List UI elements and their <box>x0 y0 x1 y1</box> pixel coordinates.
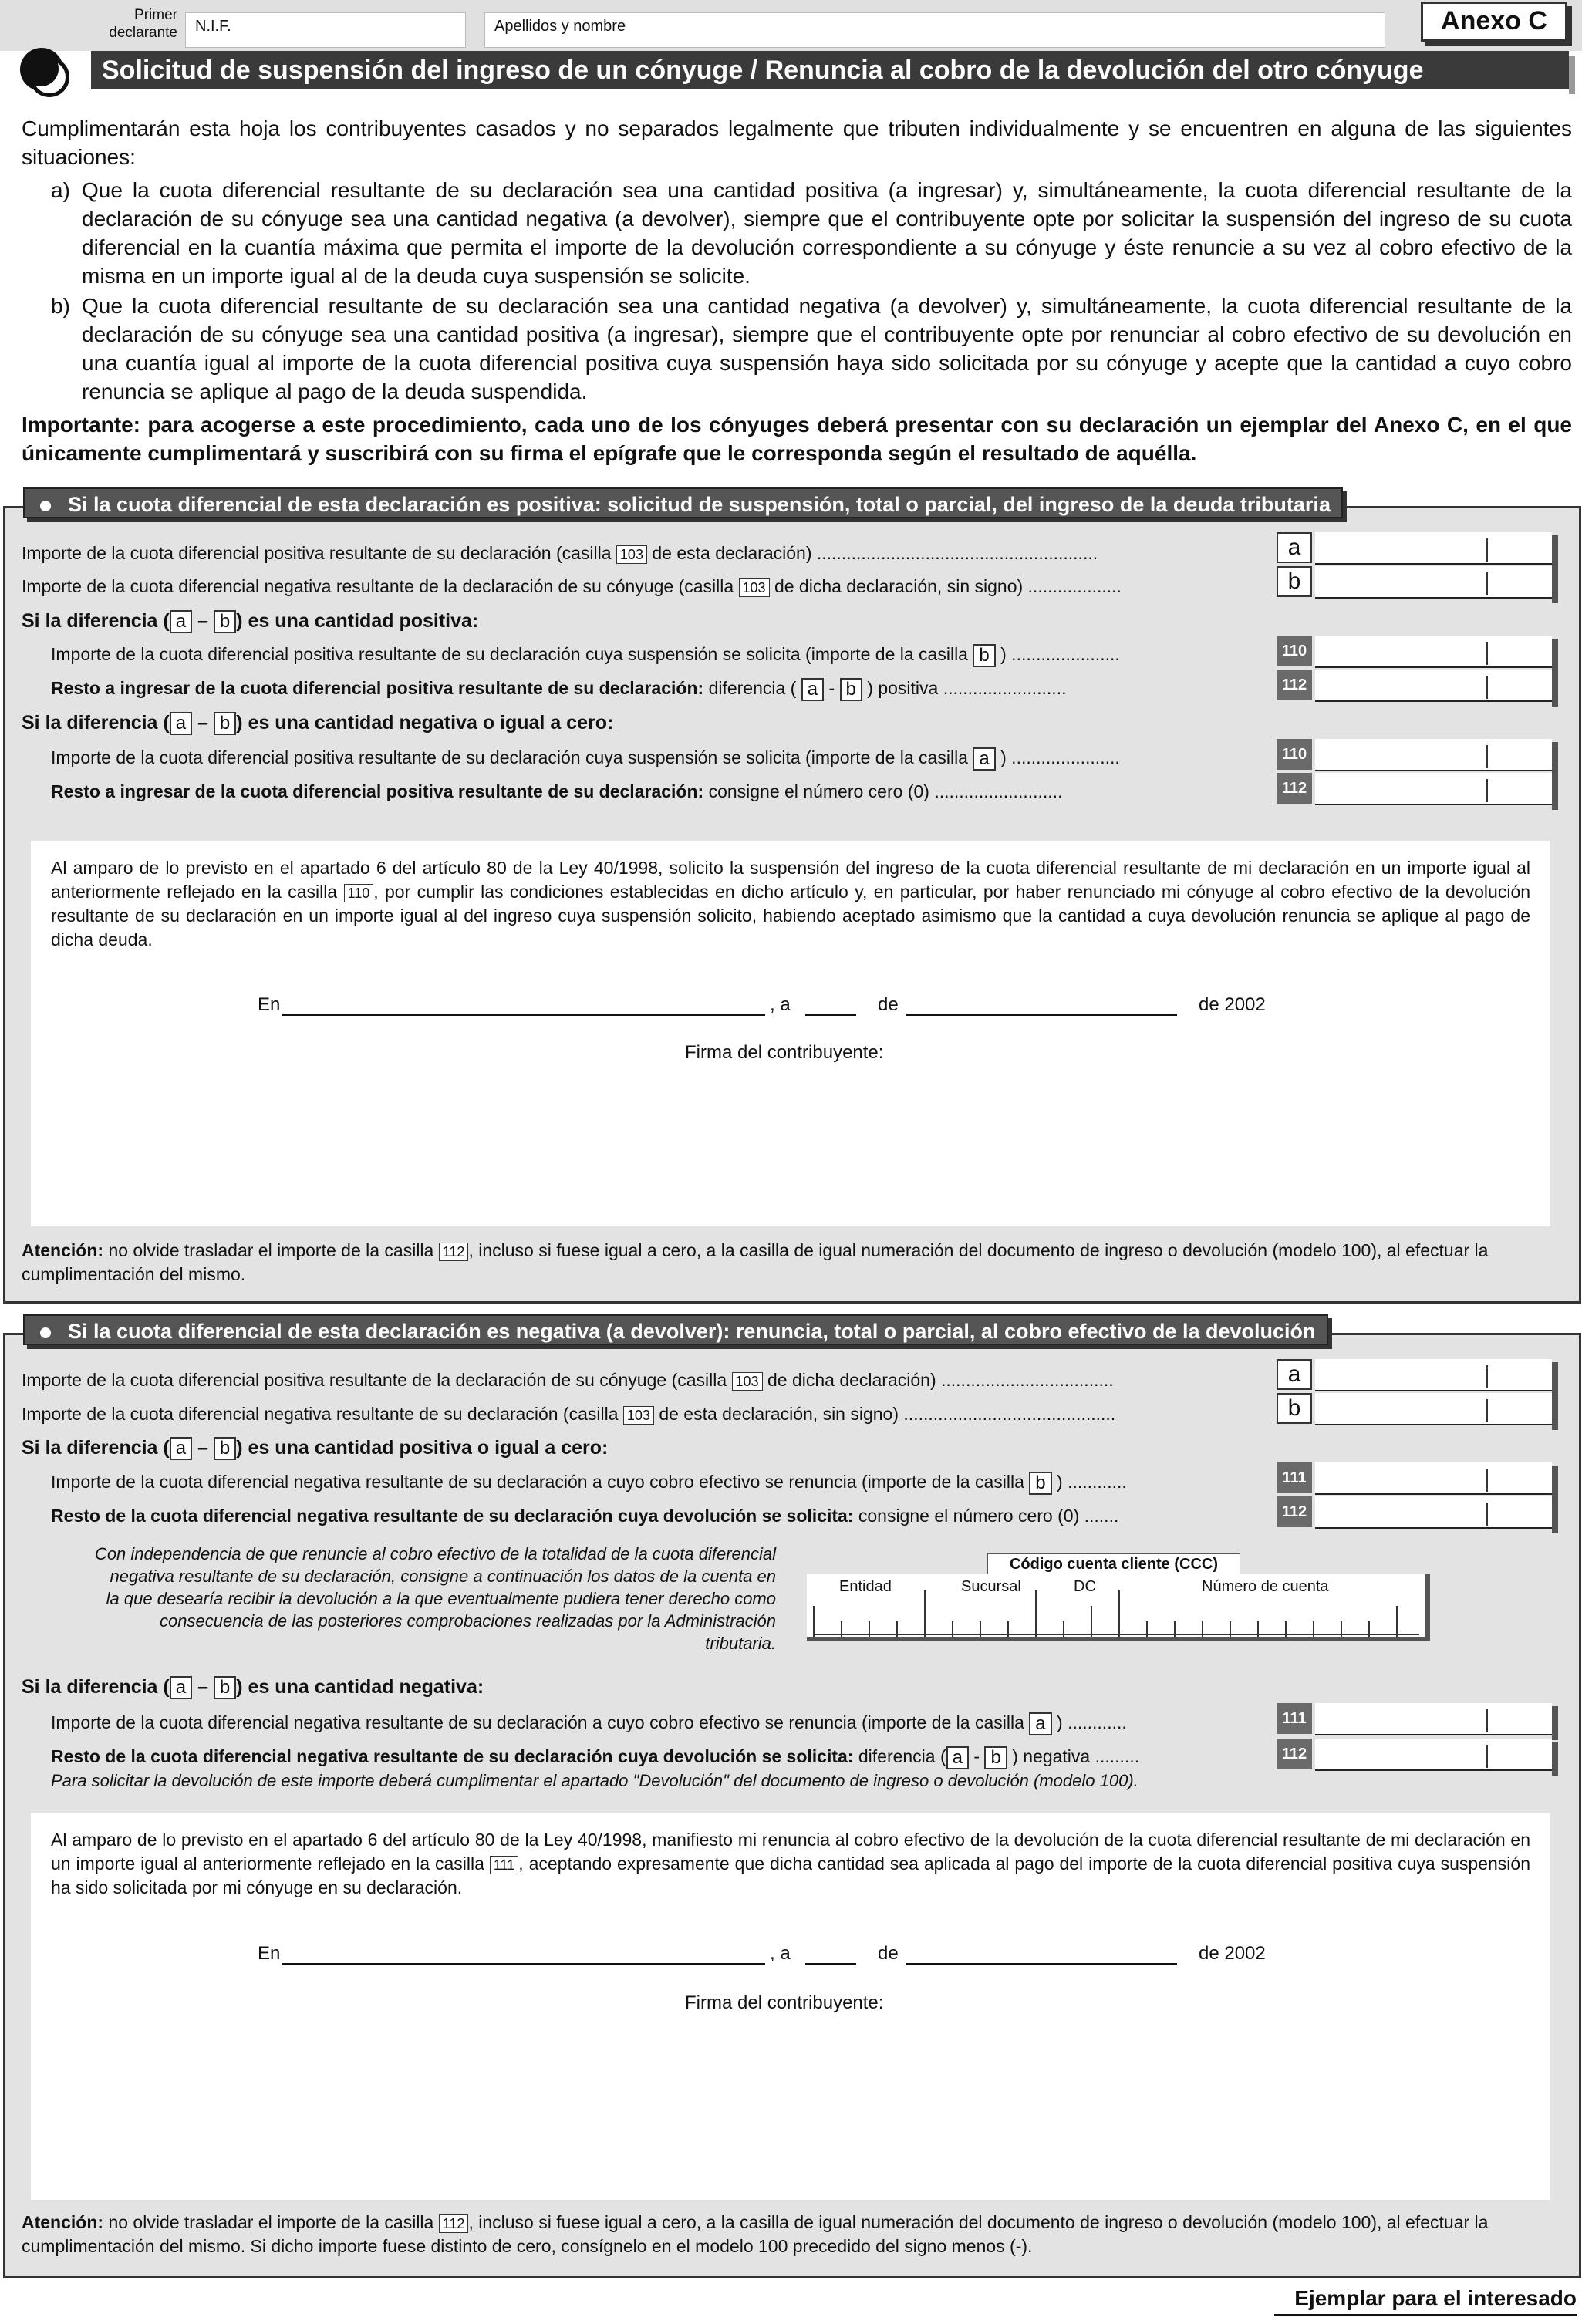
s2-year-label: de 2002 <box>1199 1943 1266 1964</box>
ccc-sucursal-label: Sucursal <box>961 1578 1021 1595</box>
s2-day-line[interactable] <box>805 1963 856 1965</box>
item-b-text: Que la cuota diferencial resultante de su declaración sea una cantidad negativa (a devolver) y, simultáneamente, la cuota diferencial resultante de la declaración de su cónyuge sea una cantidad positiva (a ingresar), siempre que el contribuyente opte por renunciar al cobro efectivo de su devolución en una cuantía igual al importe de la cuota diferencial positiva cuya suspensión haya sido solicitada por su cónyuge y acepte que la cantidad a cuyo cobro renuncia se aplique al pago de la deuda suspendida. <box>82 294 1572 403</box>
nombre-label: Apellidos y nombre <box>494 18 626 35</box>
shadow <box>1552 1466 1558 1499</box>
s2-a-label: , a <box>770 1943 791 1964</box>
section1-title <box>23 487 1343 518</box>
s2-de-label: de <box>878 1943 899 1964</box>
s2-decl-text-post: , aceptando expresamente que dicha cantidad sea aplicada al pago del importe de la cuota diferencial positiva cuya suspensión ha sido solicitada por mi cónyuge en su declaración. <box>51 1853 1530 1897</box>
s1-input-b[interactable] <box>1315 566 1552 599</box>
bullet-icon <box>40 501 51 511</box>
s2-box-b-label: b <box>1277 1393 1312 1424</box>
s1-day-line[interactable] <box>805 1014 856 1016</box>
casilla-103-ref: 103 <box>616 545 647 564</box>
shadow <box>1552 673 1558 707</box>
s1-neg-heading: Si la diferencia ( a – b ) es una cantidad negativa o igual a cero: <box>22 712 614 734</box>
s1-row-a: Importe de la cuota diferencial positiva resultante de su declaración (casilla 103 de esta declaración) ......................................................... <box>22 543 1098 563</box>
page-title: Solicitud de suspensión del ingreso de un cónyuge / Renuncia al cobro de la devolución del otro cónyuge <box>91 51 1569 89</box>
anexo-badge: Anexo C <box>1421 2 1567 42</box>
s1-input-110-neg[interactable] <box>1315 739 1552 771</box>
intro-text: Cumplimentarán esta hoja los contribuyentes casados y no separados legalmente que tributen individualmente y se encuentren en alguna de las siguientes situaciones: <box>22 116 1572 169</box>
casilla-103-ref: 103 <box>739 578 770 597</box>
shadow <box>1552 535 1558 569</box>
shadow <box>1552 1499 1558 1533</box>
s2-input-112-neg[interactable] <box>1315 1739 1552 1771</box>
s1-decl-text-post: , por cumplir las condiciones establecidas en dicho artículo y, en particular, por haber renunciado mi cónyuge al cobro efectivo de la devolución resultante de su declaración en un importe igual al del ingreso cuya suspensión solicito, habiendo aceptado asimismo que la cantidad a cuya devolución renuncia se aplique al pago de dicha deuda. <box>51 882 1531 950</box>
casilla-111-ref: 111 <box>490 1856 518 1874</box>
s1-neg-112-row: Resto a ingresar de la cuota diferencial positiva resultante de su declaración: consigne el número cero (0) .......................... <box>51 781 1063 801</box>
ccc-dc-label: DC <box>1074 1578 1096 1595</box>
s1-neg-110-row: Importe de la cuota diferencial positiva resultante de su declaración cuya suspensión se solicita (importe de la casilla a ) ...................... <box>51 747 1120 769</box>
s2-atencion: Atención: no olvide trasladar el importe de la casilla 112 , incluso si fuese igual a cero, a la casilla de igual numeración del documento de ingreso o devolución (modelo 100), al efectuar la cumplimentación del mismo. Si dicho importe fuese distinto de cero, consígnelo en el modelo 100 precedido del signo menos (-). <box>22 2212 1489 2256</box>
s1-code-110: 110 <box>1277 636 1312 666</box>
nif-label: N.I.F. <box>195 18 231 35</box>
shadow <box>1552 569 1558 603</box>
title-shadow <box>1569 56 1575 94</box>
s1-year-label: de 2002 <box>1199 994 1266 1015</box>
s2-box-a-label: a <box>1277 1359 1312 1390</box>
s2-pos-111-row: Importe de la cuota diferencial negativa resultante de su declaración a cuyo cobro efectivo se renuncia (importe de la casilla b ) ............ <box>51 1472 1127 1493</box>
s1-pos-112-row: Resto a ingresar de la cuota diferencial positiva resultante de su declaración: diferencia ( a - b ) positiva ......................... <box>51 678 1067 700</box>
s1-en-label: En <box>258 994 281 1015</box>
section2-title <box>23 1314 1328 1345</box>
s1-declaration-box <box>31 841 1550 1226</box>
nif-field[interactable] <box>185 12 466 48</box>
item-a-text: Que la cuota diferencial resultante de su declaración sea una cantidad positiva (a ingresar) y, simultáneamente, la cuota diferencial resultante de la declaración de su cónyuge sea una cantidad negativa (a devolver), siempre que el contribuyente opte por solicitar la suspensión del ingreso de su cuota diferencial en la cuantía máxima que permita el importe de la devolución correspondiente a su cónyuge y éste renuncie a su vez al cobro efectivo de la misma en un importe igual al de la deuda cuya suspensión se solicite. <box>82 178 1572 288</box>
s1-box-b-label: b <box>1277 566 1312 597</box>
s1-firma-label: Firma del contribuyente: <box>685 1042 884 1063</box>
s1-a-label: , a <box>770 994 791 1015</box>
s1-pos-heading: Si la diferencia ( a – b ) es una cantidad positiva: <box>22 610 479 632</box>
shadow <box>1552 1742 1558 1776</box>
item-a-marker: a) <box>51 178 70 202</box>
ccc-cuenta-label: Número de cuenta <box>1202 1578 1329 1595</box>
ccc-note: Con independencia de que renuncie al cobro efectivo de la totalidad de la cuota diferencial negativa resultante de su declaración, consigne a continuación los datos de la cuenta en la que desearía recibir la devolución a la que eventualmente pudiera tener derecho como consecuencia de las posteriores comprobaciones realizadas por la Administración tributaria. <box>94 1544 776 1653</box>
shadow <box>1552 776 1558 810</box>
section2-title-text: Si la cuota diferencial de esta declaración es negativa (a devolver): renuncia, total o parcial, al cobro efectivo de la devolución <box>68 1320 1316 1343</box>
s1-place-line[interactable] <box>282 1014 765 1016</box>
footer-ejemplar: Ejemplar para el interesado <box>1274 2286 1577 2316</box>
s2-input-111-pos[interactable] <box>1315 1462 1552 1495</box>
s1-de-label: de <box>878 994 899 1015</box>
s1-input-112-pos[interactable] <box>1315 670 1552 702</box>
s2-code-112-neg: 112 <box>1277 1739 1312 1769</box>
item-b-marker: b) <box>51 294 70 318</box>
s2-input-111-neg[interactable] <box>1315 1703 1552 1735</box>
bullet-icon <box>40 1327 51 1338</box>
s2-neg-112-note: Para solicitar la devolución de este importe deberá cumplimentar el apartado "Devolución" del documento de ingreso o devolución (modelo 100). <box>51 1771 1138 1790</box>
s1-input-112-neg[interactable] <box>1315 773 1552 805</box>
s2-firma-label: Firma del contribuyente: <box>685 1992 884 2013</box>
nombre-field[interactable] <box>484 12 1385 48</box>
ccc-entidad-label: Entidad <box>839 1578 892 1595</box>
s1-code-112: 112 <box>1277 670 1312 700</box>
s2-place-line[interactable] <box>282 1963 765 1965</box>
s2-month-line[interactable] <box>906 1963 1177 1965</box>
s2-input-112-pos[interactable] <box>1315 1496 1552 1529</box>
s2-decl-text-pre: Al amparo de lo previsto en el apartado 6 del artículo 80 de la Ley 40/1998, manifiesto mi renuncia al cobro efectivo de la devolución de la cuota diferencial resultante de mi declaración en un importe igual al anteriormente reflejado en la casilla <box>51 1830 1530 1874</box>
s1-input-110-pos[interactable] <box>1315 636 1552 668</box>
circles-logo-dot <box>23 51 59 86</box>
s2-neg-111-row: Importe de la cuota diferencial negativa resultante de su declaración a cuyo cobro efectivo se renuncia (importe de la casilla a ) ............ <box>51 1712 1127 1734</box>
importante-text: Importante: para acogerse a este procedimiento, cada uno de los cónyuges deberá presentar con su declaración un ejemplar del Anexo C, en el que únicamente cumplimentará y suscribirá con su firma el epígrafe que le corresponda según el resultado de aquélla. <box>22 413 1572 465</box>
s2-pos-heading: Si la diferencia ( a – b ) es una cantidad positiva o igual a cero: <box>22 1437 609 1459</box>
s2-pos-112-row: Resto de la cuota diferencial negativa resultante de su declaración cuya devolución se solicita: consigne el número cero (0) ....... <box>51 1506 1119 1526</box>
s2-code-112: 112 <box>1277 1496 1312 1527</box>
s1-decl-text-pre: Al amparo de lo previsto en el apartado 6 del artículo 80 de la Ley 40/1998, solicito la suspensión del ingreso de la cuota diferencial resultante de mi declaración en un importe igual al anteriormente reflejado en la casilla <box>51 858 1530 902</box>
shadow <box>1552 1362 1558 1396</box>
s2-row-a: Importe de la cuota diferencial positiva resultante de la declaración de su cónyuge (casilla 103 de dicha declaración) ................................... <box>22 1370 1114 1390</box>
shadow <box>1552 639 1558 673</box>
s2-code-111: 111 <box>1277 1462 1312 1493</box>
s1-pos-110-row: Importe de la cuota diferencial positiva resultante de su declaración cuya suspensión se solicita (importe de la casilla b ) ...................... <box>51 644 1120 666</box>
ccc-title: Código cuenta cliente (CCC) <box>987 1553 1240 1575</box>
s2-row-b: Importe de la cuota diferencial negativa resultante de su declaración (casilla 103 de esta declaración, sin signo) ........................................... <box>22 1404 1116 1424</box>
section1-title-text: Si la cuota diferencial de esta declaración es positiva: solicitud de suspensión, total o parcial, del ingreso de la deuda tributaria <box>68 493 1331 516</box>
s1-code-110-neg: 110 <box>1277 739 1312 770</box>
s2-neg-112-row: Resto de la cuota diferencial negativa resultante de su declaración cuya devolución se solicita: diferencia ( a - b ) negativa ......... <box>51 1746 1140 1768</box>
s2-en-label: En <box>258 1943 281 1964</box>
s1-atencion: Atención: no olvide trasladar el importe de la casilla 112 , incluso si fuese igual a cero, a la casilla de igual numeración del documento de ingreso o devolución (modelo 100), al efectuar la cumplimentación del mismo. <box>22 1240 1489 1284</box>
casilla-110-ref: 110 <box>344 884 374 902</box>
s1-code-112-neg: 112 <box>1277 773 1312 804</box>
s2-input-b[interactable] <box>1315 1393 1552 1425</box>
s2-neg-heading: Si la diferencia ( a – b ) es una cantidad negativa: <box>22 1676 484 1698</box>
shadow <box>1552 1396 1558 1430</box>
s1-row-b: Importe de la cuota diferencial negativa resultante de la declaración de su cónyuge (casilla 103 de dicha declaración, sin signo) ................... <box>22 576 1122 596</box>
s1-input-a[interactable] <box>1315 532 1552 565</box>
s1-box-a-label: a <box>1277 532 1312 563</box>
ccc-input-grid[interactable] <box>807 1574 1430 1641</box>
s2-code-111-neg: 111 <box>1277 1703 1312 1734</box>
shadow <box>1552 1706 1558 1740</box>
shadow <box>1552 742 1558 776</box>
s1-month-line[interactable] <box>906 1014 1177 1016</box>
s2-input-a[interactable] <box>1315 1359 1552 1391</box>
declarante-label: Primer declarante <box>109 7 177 41</box>
